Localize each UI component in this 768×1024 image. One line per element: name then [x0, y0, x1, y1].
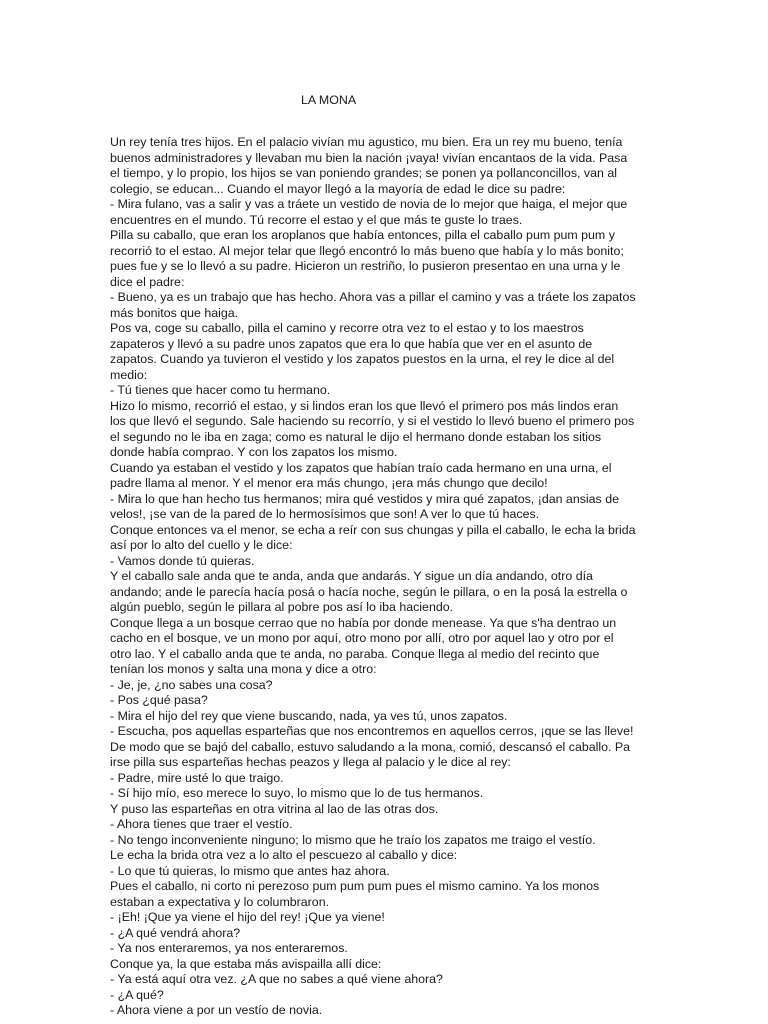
- text-line: algún pueblo, según le pillara al pobre pos así lo iba haciendo.: [110, 600, 454, 614]
- text-line: tenían los monos y salta una mona y dice a otro:: [110, 662, 377, 676]
- text-line: Y el caballo sale anda que te anda, anda que andarás. Y sigue un día andando, otro día: [110, 569, 593, 583]
- text-line: Pos va, coge su caballo, pilla el camino y recorre otra vez to el estao y to los maestros: [110, 321, 584, 335]
- text-line: - Ya nos enteraremos, ya nos enteraremos.: [110, 941, 348, 955]
- text-line: Conque entonces va el menor, se echa a reír con sus chungas y pilla el caballo, le echa la brida: [110, 522, 636, 537]
- text-line: recorrió to el estao. Al mejor telar que llegó encontró lo más bueno que había y lo más bonito;: [110, 243, 624, 258]
- text-line: - Bueno, ya es un trabajo que has hecho. Ahora vas a pillar el camino y vas a tráete los zapatos: [110, 290, 636, 304]
- text-line: - Ahora tienes que traer el vestío.: [110, 817, 293, 831]
- text-line: medio:: [110, 367, 148, 382]
- text-line: más bonitos que haiga.: [110, 305, 239, 320]
- text-line: así por lo alto del cuello y le dice:: [110, 538, 293, 552]
- text-line: cacho en el bosque, ve un mono por aquí, otro mono por allí, otro por aquel lao y otro por el: [110, 631, 614, 645]
- text-line: velos!, ¡se van de la pared de lo hermosísimos que son! A ver lo que tú haces.: [110, 507, 540, 521]
- text-line: - Mira fulano, vas a salir y vas a tráete un vestido de novia de lo mejor que haiga, el mejor que: [110, 197, 628, 211]
- text-line: el tiempo, y lo propio, los hijos se van poniendo grandes; se ponen ya pollanconcillos, van al: [110, 166, 617, 180]
- text-line: colegio, se educan... Cuando el mayor llegó a la mayoría de edad le dice su padre:: [110, 181, 566, 196]
- text-line: - No tengo inconveniente ninguno; lo mismo que he traío los zapatos me traigo el vestío.: [110, 832, 596, 847]
- text-line: Y puso las esparteñas en otra vitrina al lao de las otras dos.: [110, 801, 439, 816]
- text-line: buenos administradores y llevaban mu bien la nación ¡vaya! vivían encantaos de la vida. Pasa: [110, 150, 628, 165]
- text-line: Le echa la brida otra vez a lo alto el pescuezo al caballo y dice:: [110, 848, 458, 862]
- text-line: - Mira lo que han hecho tus hermanos; mira qué vestidos y mira qué zapatos, ¡dan ansias de: [110, 491, 619, 506]
- text-line: - Mira el hijo del rey que viene buscando, nada, ya ves tú, unos zapatos.: [110, 708, 508, 723]
- page-title: LA MONA: [301, 93, 357, 107]
- text-line: De modo que se bajó del caballo, estuvo saludando a la mona, comió, descansó el caballo. Pa: [110, 739, 631, 754]
- text-line: pues fue y se lo llevó a su padre. Hicieron un restriño, lo pusieron presentao en una urna y le: [110, 259, 621, 273]
- text-line: - Padre, mire usté lo que traigo.: [110, 770, 284, 785]
- text-line: Conque ya, la que estaba más avispailla allí dice:: [110, 956, 382, 971]
- text-line: otro lao. Y el caballo anda que te anda, no paraba. Conque llega al medio del recinto que: [110, 646, 600, 661]
- text-line: Conque llega a un bosque cerrao que no había por donde menease. Ya que s'ha dentrao un: [110, 615, 617, 630]
- text-line: Hizo lo mismo, recorrió el estao, y si lindos eran los que llevó el primero pos más lindos eran: [110, 398, 619, 413]
- text-line: padre llama al menor. Y el menor era más chungo, ¡era más chungo que decilo!: [110, 476, 548, 490]
- text-line: zapateros y llevó a su padre unos zapatos que era lo que había que ver en el asunto de: [110, 336, 593, 351]
- text-line: el segundo no le iba en zaga; como es natural le dijo el hermano donde estaban los sitios: [110, 429, 602, 444]
- text-line: encuentres en el mundo. Tú recorre el estao y el que más te guste lo traes.: [110, 212, 523, 227]
- text-line: Un rey tenía tres hijos. En el palacio vivían mu agustico, mu bien. Era un rey mu bueno, tenía: [110, 135, 623, 149]
- text-line: - Sí hijo mío, eso merece lo suyo, lo mismo que lo de tus hermanos.: [110, 786, 484, 800]
- text-line: - Je, je, ¿no sabes una cosa?: [110, 677, 273, 692]
- text-line: - ¿A qué?: [110, 987, 164, 1002]
- text-line: - ¿A qué vendrá ahora?: [110, 925, 241, 940]
- text-line: - Pos ¿qué pasa?: [110, 693, 208, 707]
- text-line: - Ya está aquí otra vez. ¿A que no sabes a qué viene ahora?: [110, 972, 443, 986]
- text-line: - Tú tienes que hacer como tu hermano.: [110, 383, 331, 397]
- text-line: andando; ande le parecía hacía posá o hacía noche, según le pillara, o en la posá la estrella o: [110, 584, 628, 599]
- text-line: - Ahora viene a por un vestío de novia.: [110, 1003, 323, 1017]
- text-line: Pilla su caballo, que eran los aroplanos que había entonces, pilla el caballo pum pum pum y: [110, 228, 615, 242]
- text-line: zapatos. Cuando ya tuvieron el vestido y los zapatos puestos en la urna, el rey le dice al del: [110, 352, 615, 366]
- text-line: Cuando ya estaban el vestido y los zapatos que habían traío cada hermano en una urna, el: [110, 460, 612, 475]
- text-line: irse pilla sus esparteñas hechas peazos y llega al palacio y le dice al rey:: [110, 755, 511, 769]
- text-line: - Lo que tú quieras, lo mismo que antes haz ahora.: [110, 863, 390, 878]
- text-line: - ¡Eh! ¡Que ya viene el hijo del rey! ¡Que ya viene!: [110, 910, 385, 924]
- text-line: Pues el caballo, ni corto ni perezoso pum pum pum pues el mismo camino. Ya los monos: [110, 879, 600, 893]
- text-line: donde había comprao. Y con los zapatos los mismo.: [110, 445, 398, 459]
- text-line: - Vamos donde tú quieras.: [110, 553, 255, 568]
- text-line: los que llevó el segundo. Sale haciendo su recorrío, y si el vestido lo llevó bueno el primero pos: [110, 414, 635, 428]
- story-body: [110, 135, 670, 1019]
- text-line: dice el padre:: [110, 274, 185, 289]
- text-line: - Escucha, pos aquellas esparteñas que nos encontremos en aquellos cerros, ¡que se las lleve!: [110, 724, 634, 738]
- text-line: estaban a expectativa y lo columbraron.: [110, 894, 330, 909]
